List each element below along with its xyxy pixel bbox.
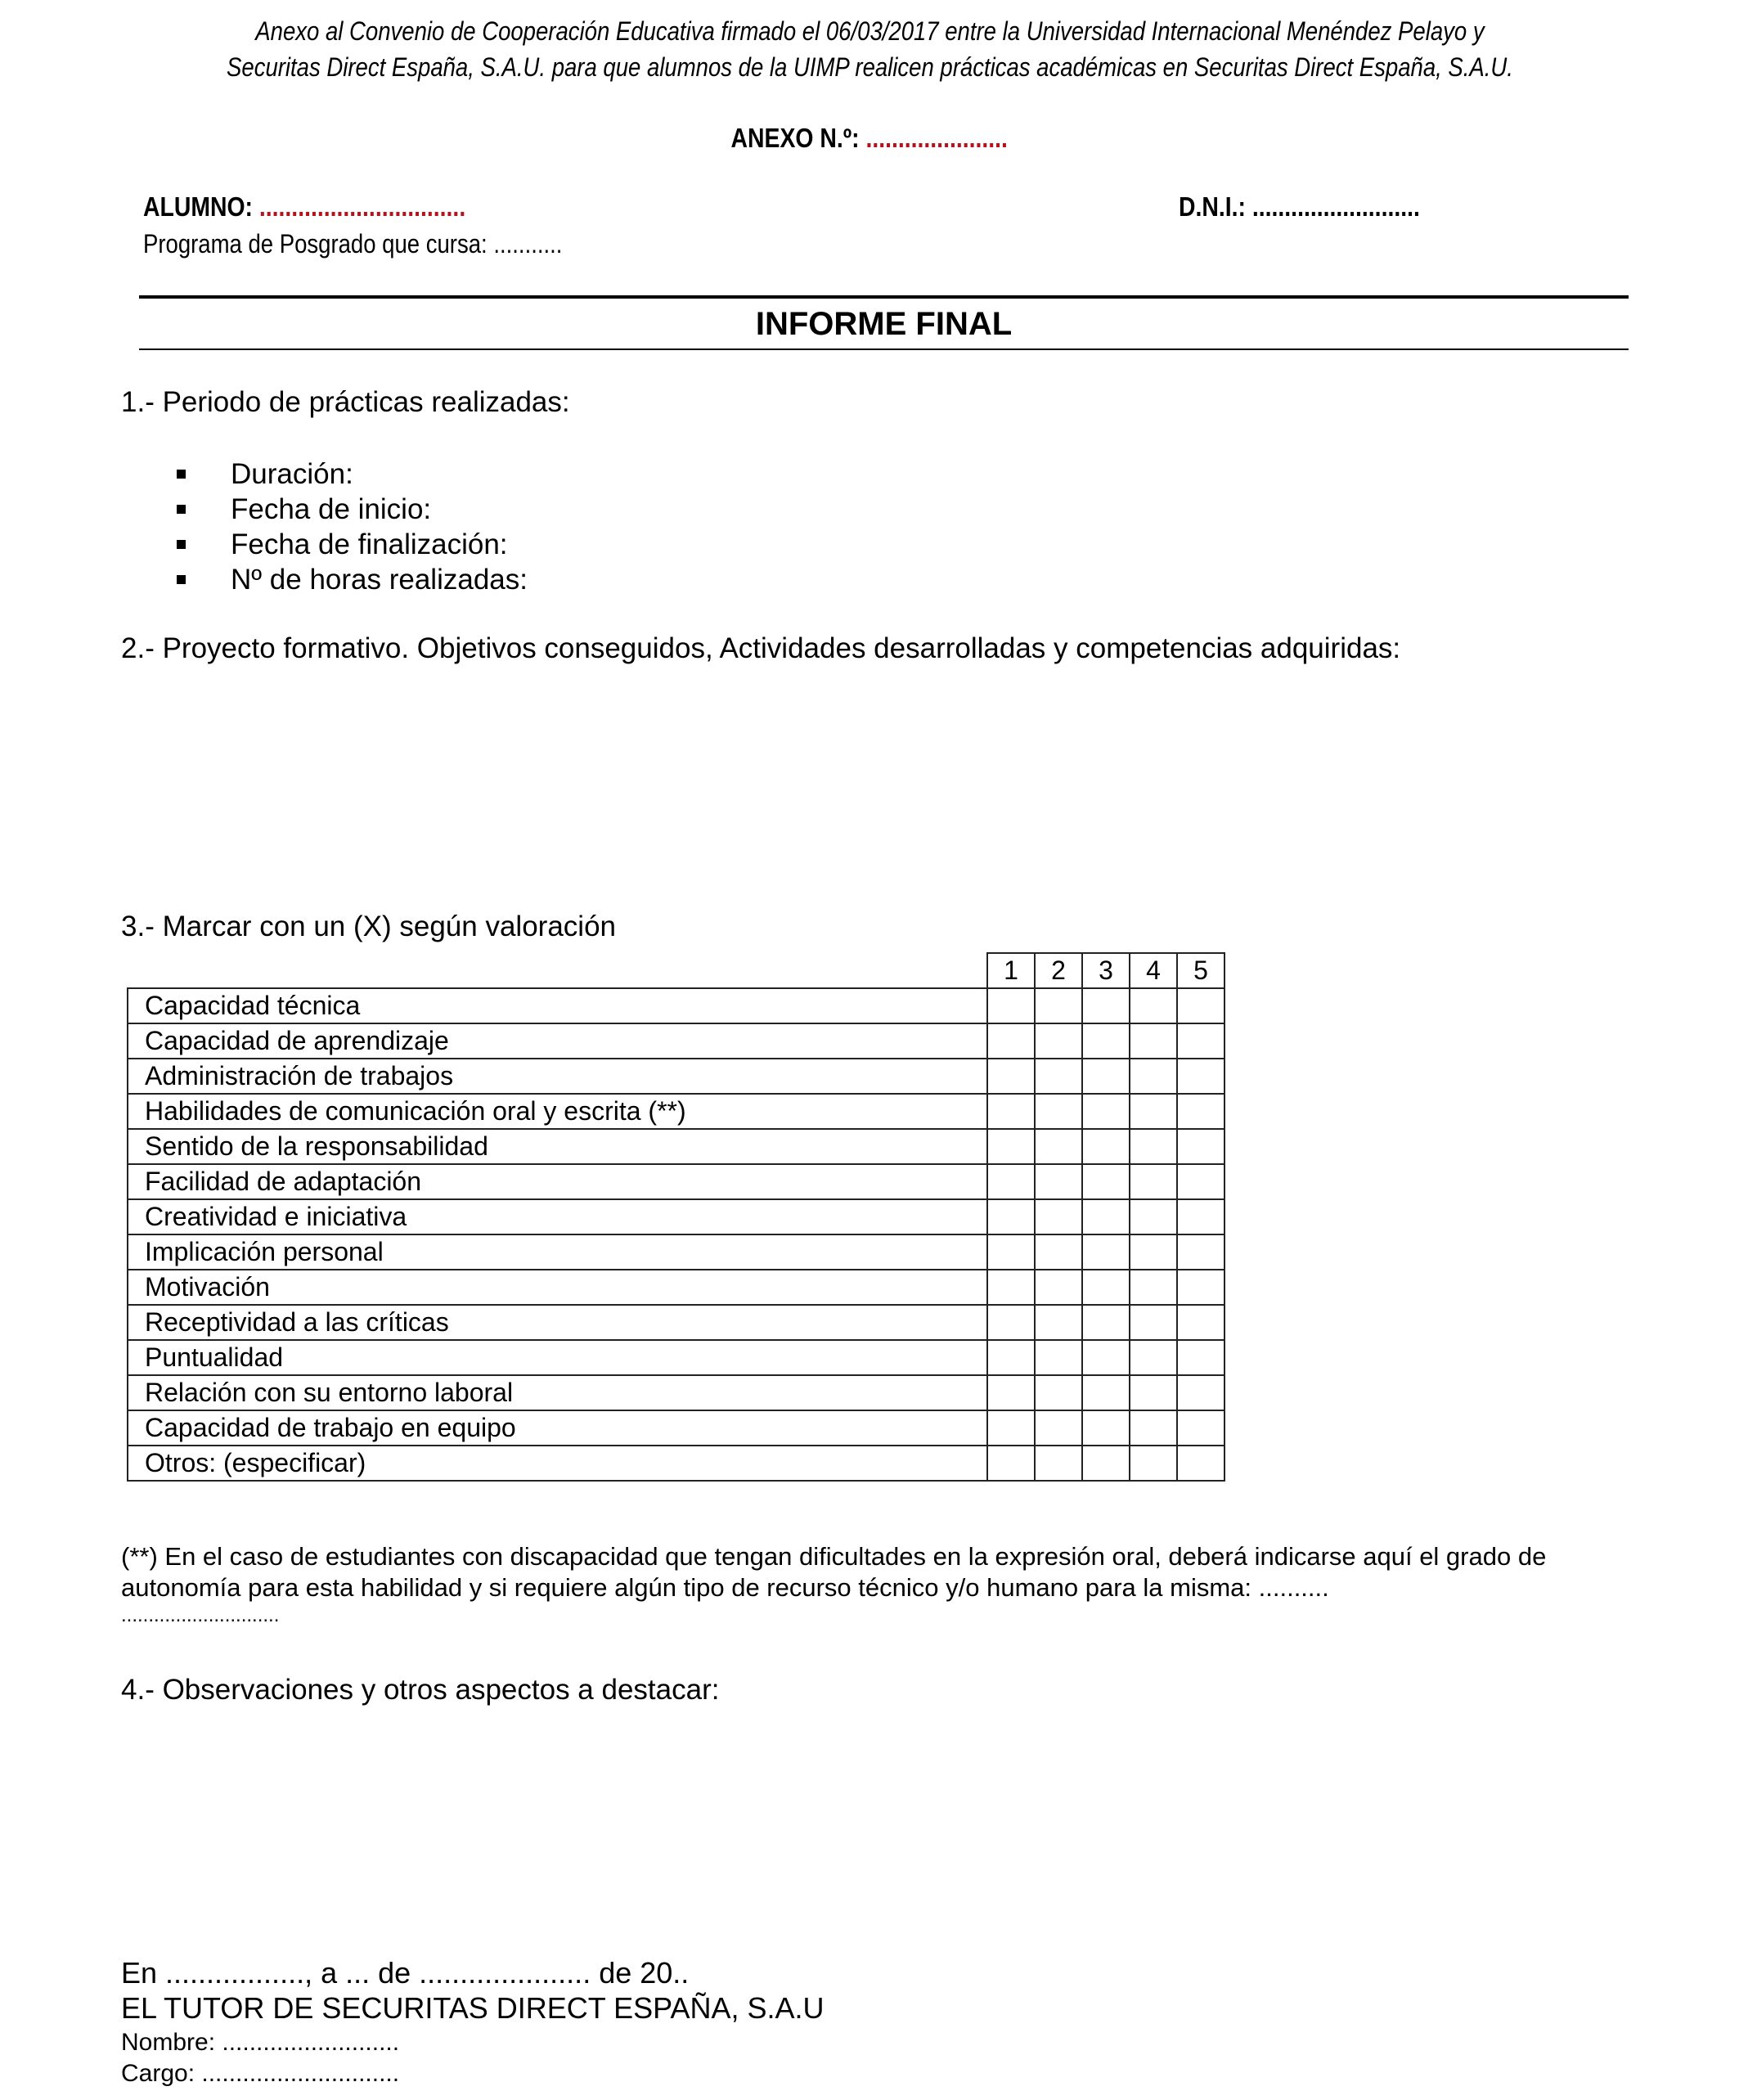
header-line-1: Anexo al Convenio de Cooperación Educativa firmado el 06/03/2017 entre la Universidad Internacional Menéndez Pelayo y [254, 16, 1485, 46]
criterion-label: Implicación personal [128, 1234, 987, 1270]
criterion-label: Receptividad a las críticas [128, 1305, 987, 1340]
section2-heading: 2.- Proyecto formativo. Objetivos conseguidos, Actividades desarrolladas y competencias adquiridas: [121, 632, 1401, 664]
rating-cell[interactable] [1035, 988, 1082, 1023]
rating-cell[interactable] [1130, 1023, 1177, 1059]
rating-cell[interactable] [987, 1305, 1035, 1340]
rating-cell[interactable] [1082, 1129, 1130, 1164]
rating-cell[interactable] [1035, 1410, 1082, 1446]
rating-cell[interactable] [1035, 1023, 1082, 1059]
section4-heading: 4.- Observaciones y otros aspectos a destacar: [121, 1674, 720, 1706]
rating-cell[interactable] [1130, 1446, 1177, 1481]
rating-cell[interactable] [1082, 1305, 1130, 1340]
criterion-label: Administración de trabajos [128, 1059, 987, 1094]
rating-cell[interactable] [987, 1164, 1035, 1199]
bullet-square-icon [177, 540, 186, 549]
rating-cell[interactable] [1177, 1234, 1224, 1270]
table-row [128, 1094, 1224, 1129]
note-line-3[interactable]: ............................. [121, 1604, 280, 1626]
rating-cell[interactable] [987, 1234, 1035, 1270]
rating-cell[interactable] [1035, 1129, 1082, 1164]
rating-cell[interactable] [1177, 1164, 1224, 1199]
rating-cell[interactable] [1082, 1270, 1130, 1305]
note-line-1: (**) En el caso de estudiantes con discapacidad que tengan dificultades en la expresión oral, deberá indicarse aquí el grado de [121, 1542, 1547, 1571]
rating-cell[interactable] [987, 1059, 1035, 1094]
dni-field [1179, 189, 1459, 225]
tutor-cargo[interactable]: Cargo: ............................. [121, 2060, 400, 2087]
rating-cell[interactable] [1130, 1340, 1177, 1375]
place-date-line[interactable]: En ................., a ... de ..................... de 20.. [121, 1956, 690, 1990]
scale-5: 5 [1177, 953, 1224, 988]
rating-cell[interactable] [1177, 1410, 1224, 1446]
section4-answer-area[interactable] [121, 1718, 1626, 1947]
rating-cell[interactable] [987, 988, 1035, 1023]
rating-cell[interactable] [1035, 1340, 1082, 1375]
rating-cell[interactable] [987, 1446, 1035, 1481]
criterion-label: Motivación [128, 1270, 987, 1305]
rating-cell[interactable] [1130, 1410, 1177, 1446]
rating-cell[interactable] [987, 1340, 1035, 1375]
rating-cell[interactable] [987, 1023, 1035, 1059]
rating-cell[interactable] [1082, 1410, 1130, 1446]
rating-cell[interactable] [1082, 1340, 1130, 1375]
rating-cell[interactable] [1130, 988, 1177, 1023]
rating-cell[interactable] [987, 1410, 1035, 1446]
rating-cell[interactable] [1035, 1375, 1082, 1410]
rating-cell[interactable] [1082, 988, 1130, 1023]
rating-cell[interactable] [1035, 1164, 1082, 1199]
section3-heading: 3.- Marcar con un (X) según valoración [121, 911, 616, 942]
rating-cell[interactable] [1177, 1059, 1224, 1094]
tutor-nombre[interactable]: Nombre: .......................... [121, 2029, 400, 2056]
bullet-square-icon [177, 575, 186, 584]
scale-4: 4 [1130, 953, 1177, 988]
alumno-field [143, 189, 518, 225]
rating-cell[interactable] [1035, 1446, 1082, 1481]
evaluation-table [127, 952, 1225, 1482]
rating-cell[interactable] [987, 1270, 1035, 1305]
note-line-2: autonomía para esta habilidad y si requiere algún tipo de recurso técnico y/o humano para la misma: .......... [121, 1573, 1329, 1602]
section1-heading: 1.- Periodo de prácticas realizadas: [121, 386, 570, 418]
rating-cell[interactable] [1130, 1094, 1177, 1129]
rating-cell[interactable] [1035, 1305, 1082, 1340]
rating-cell[interactable] [1082, 1446, 1130, 1481]
alumno-value[interactable]: ................................ [258, 191, 466, 222]
rating-cell[interactable] [1130, 1270, 1177, 1305]
rating-cell[interactable] [1177, 1023, 1224, 1059]
table-row [128, 1023, 1224, 1059]
rating-cell[interactable] [1035, 1199, 1082, 1234]
rating-cell[interactable] [1177, 1199, 1224, 1234]
table-row [128, 1305, 1224, 1340]
criterion-label: Capacidad de trabajo en equipo [128, 1410, 987, 1446]
table-row [128, 1234, 1224, 1270]
title-top-rule [139, 295, 1629, 299]
rating-cell[interactable] [1177, 988, 1224, 1023]
rating-cell[interactable] [1177, 1129, 1224, 1164]
programa-field[interactable]: Programa de Posgrado que cursa: ........... [143, 229, 563, 259]
header-line-2: Securitas Direct España, S.A.U. para que alumnos de la UIMP realicen prácticas académicas en Securitas Direct España, S.A.U. [226, 52, 1513, 82]
rating-cell[interactable] [1130, 1234, 1177, 1270]
rating-cell[interactable] [1130, 1305, 1177, 1340]
table-row [128, 1129, 1224, 1164]
rating-cell[interactable] [987, 1375, 1035, 1410]
rating-cell[interactable] [1177, 1446, 1224, 1481]
scale-2: 2 [1035, 953, 1082, 988]
criterion-label: Relación con su entorno laboral [128, 1375, 987, 1410]
alumno-label: ALUMNO: [143, 191, 253, 222]
criterion-label: Capacidad técnica [128, 988, 987, 1023]
rating-cell[interactable] [1082, 1234, 1130, 1270]
tutor-title: EL TUTOR DE SECURITAS DIRECT ESPAÑA, S.A.U [121, 1991, 825, 2025]
criterion-label: Creatividad e iniciativa [128, 1199, 987, 1234]
scale-1: 1 [987, 953, 1035, 988]
anexo-value[interactable]: ...................... [865, 123, 1009, 153]
rating-cell[interactable] [987, 1199, 1035, 1234]
title-bottom-rule [139, 349, 1629, 350]
rating-cell[interactable] [1130, 1164, 1177, 1199]
rating-cell[interactable] [1177, 1270, 1224, 1305]
anexo-label: ANEXO N.º: [730, 123, 860, 153]
rating-cell[interactable] [1035, 1270, 1082, 1305]
rating-cell[interactable] [1177, 1375, 1224, 1410]
rating-cell[interactable] [1177, 1094, 1224, 1129]
rating-cell[interactable] [987, 1094, 1035, 1129]
scale-header-row [128, 953, 1224, 988]
table-row [128, 1340, 1224, 1375]
table-row [128, 988, 1224, 1023]
table-row [128, 1446, 1224, 1481]
criterion-label: Otros: (especificar) [128, 1446, 987, 1481]
bullet-square-icon [177, 470, 186, 479]
dni-label: D.N.I.: [1179, 191, 1246, 222]
rating-cell[interactable] [1177, 1340, 1224, 1375]
table-row [128, 1375, 1224, 1410]
page-title: INFORME FINAL [755, 306, 1013, 342]
rating-cell[interactable] [1130, 1129, 1177, 1164]
rating-cell[interactable] [1082, 1199, 1130, 1234]
section2-answer-area[interactable] [121, 679, 1626, 892]
criterion-label: Sentido de la responsabilidad [128, 1129, 987, 1164]
table-row [128, 1199, 1224, 1234]
scale-3: 3 [1082, 953, 1130, 988]
rating-cell[interactable] [1035, 1234, 1082, 1270]
rating-cell[interactable] [1035, 1059, 1082, 1094]
rating-cell[interactable] [1130, 1059, 1177, 1094]
rating-cell[interactable] [1130, 1375, 1177, 1410]
rating-cell[interactable] [1082, 1094, 1130, 1129]
table-row [128, 1410, 1224, 1446]
dni-value[interactable]: .......................... [1251, 191, 1420, 222]
rating-cell[interactable] [1082, 1059, 1130, 1094]
rating-cell[interactable] [987, 1129, 1035, 1164]
bullet-square-icon [177, 505, 186, 514]
rating-cell[interactable] [1130, 1199, 1177, 1234]
criterion-label: Capacidad de aprendizaje [128, 1023, 987, 1059]
criterion-label: Habilidades de comunicación oral y escrita (**) [128, 1094, 987, 1129]
table-row [128, 1270, 1224, 1305]
rating-cell[interactable] [1082, 1023, 1130, 1059]
rating-cell[interactable] [1177, 1305, 1224, 1340]
rating-cell[interactable] [1082, 1375, 1130, 1410]
criterion-label: Facilidad de adaptación [128, 1164, 987, 1199]
table-row [128, 1059, 1224, 1094]
rating-cell[interactable] [1035, 1094, 1082, 1129]
criterion-label: Puntualidad [128, 1340, 987, 1375]
anexo-number [0, 120, 1739, 156]
table-row [128, 1164, 1224, 1199]
rating-cell[interactable] [1082, 1164, 1130, 1199]
